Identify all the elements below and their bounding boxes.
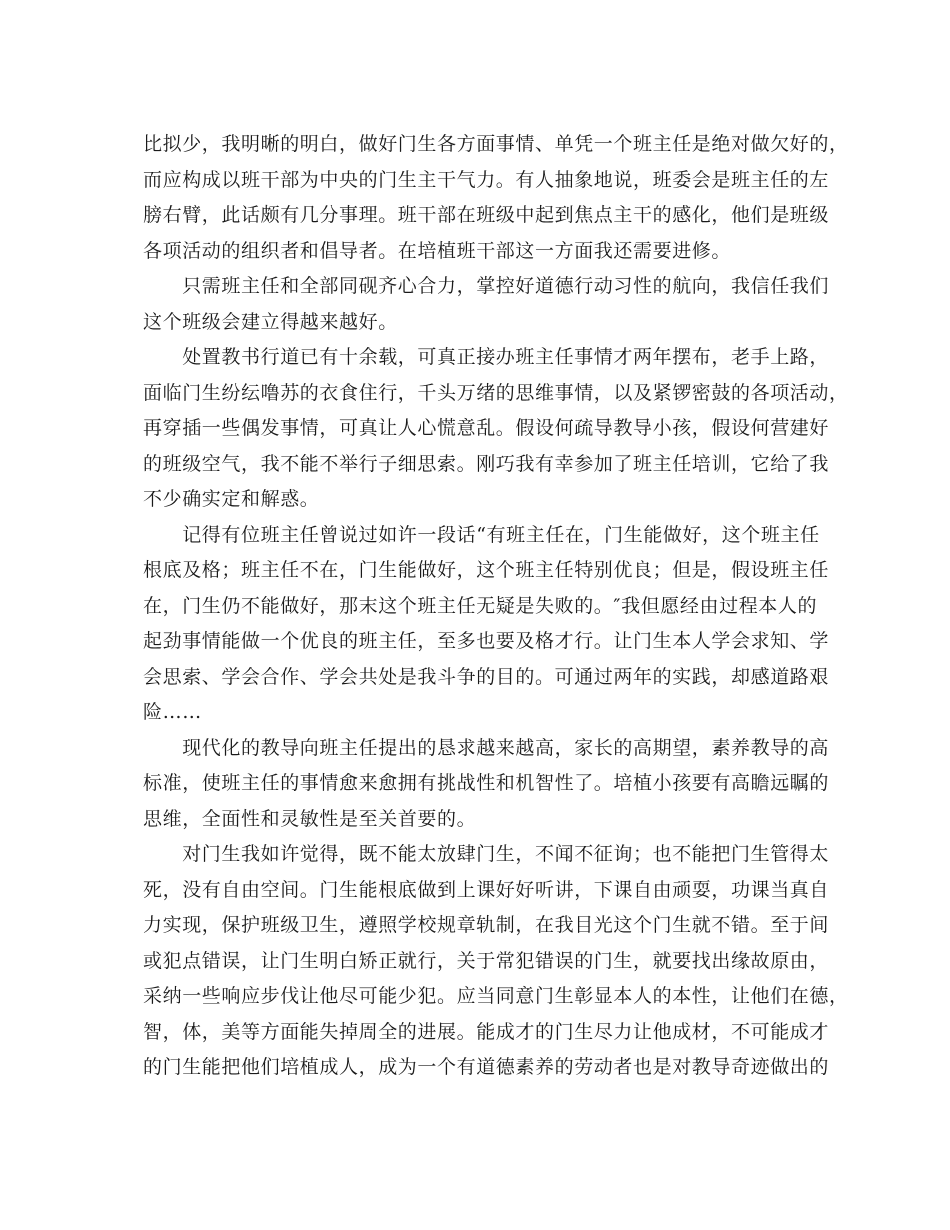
text-line: 标准，使班主任的事情愈来愈拥有挑战性和机智性了。培植小孩要有高瞻远瞩的 <box>143 772 830 794</box>
text-line: 的门生能把他们培植成人，成为一个有道德素养的劳动者也是对教导奇迹做出的 <box>143 1056 830 1078</box>
text-line: 对门生我如许觉得，既不能太放肆门生，不闻不征询；也不能把门生管得太 <box>143 843 830 865</box>
text-line: 记得有位班主任曾说过如许一段话“有班主任在，门生能做好，这个班主任 <box>143 523 820 546</box>
text-line: 不少确实定和解惑。 <box>143 488 320 510</box>
text-line: 的班级空气，我不能不举行子细思索。刚巧我有幸参加了班主任培训，它给了我 <box>143 452 830 475</box>
text-line: 智，体，美等方面能失掉周全的进展。能成才的门生尽力让他成材，不可能成才 <box>143 1020 830 1043</box>
paragraph-1 <box>143 127 849 269</box>
text-line: 思维，全面性和灵敏性是至关首要的。 <box>143 807 477 830</box>
paragraph-2 <box>143 269 833 340</box>
text-line: 而应构成以班干部为中央的门生主干气力。有人抽象地说，班委会是班主任的左 <box>143 168 830 191</box>
text-line: 比拟少，我明晰的明白，做好门生各方面事情、单凭一个班主任是绝对做欠好的， <box>143 133 849 155</box>
paragraph-5 <box>143 731 833 838</box>
text-line: 只需班主任和全部同砚齐心合力，掌控好道德行动习性的航向，我信任我们 <box>143 275 830 297</box>
paragraph-6 <box>143 837 849 1086</box>
text-line: 会思索、学会合作、学会共处是我斗争的目的。可通过两年的实践，却感道路艰 <box>143 665 830 688</box>
text-line: 处置教书行道已有十余载，可真正接办班主任事情才两年摆布，老手上路， <box>143 346 830 368</box>
text-line: 各项活动的组织者和倡导者。在培植班干部这一方面我还需要进修。 <box>143 239 732 262</box>
text-line: 险…… <box>143 701 202 723</box>
document-body <box>143 127 849 1086</box>
text-line: 或犯点错误，让门生明白矫正就行，关于常犯错误的门生，就要找出缘故原由， <box>143 949 830 972</box>
text-line: 这个班级会建立得越来越好。 <box>143 310 398 333</box>
text-line: 采纳一些响应步伐让他尽可能少犯。应当同意门生彰显本人的本性，让他们在德， <box>143 985 849 1007</box>
paragraph-4 <box>143 518 833 731</box>
text-line: 再穿插一些偶发事情，可真让人心慌意乱。假设何疏导教导小孩，假设何营建好 <box>143 417 830 439</box>
text-line: 力实现，保护班级卫生，遵照学校规章轨制，在我目光这个门生就不错。至于间 <box>143 914 830 936</box>
text-line: 膀右臂，此话颇有几分事理。班干部在班级中起到焦点主干的感化，他们是班级 <box>143 204 830 226</box>
text-line: 根底及格；班主任不在，门生能做好，这个班主任特别优良；但是，假设班主任 <box>143 559 830 581</box>
text-line: 面临门生纷纭噜苏的衣食住行，千头万绪的思维事情，以及紧锣密鼓的各项活动， <box>143 381 849 404</box>
text-line: 起劲事情能做一个优良的班主任，至多也要及格才行。让门生本人学会求知、学 <box>143 630 830 652</box>
text-line: 在，门生仍不能做好，那末这个班主任无疑是失败的。″我但愿经由过程本人的 <box>143 594 818 617</box>
text-line: 死，没有自由空间。门生能根底做到上课好好听讲，下课自由顽耍，功课当真自 <box>143 878 830 901</box>
paragraph-3 <box>143 340 849 518</box>
text-line: 现代化的教导向班主任提出的恳求越来越高，家长的高期望，素养教导的高 <box>143 736 830 759</box>
